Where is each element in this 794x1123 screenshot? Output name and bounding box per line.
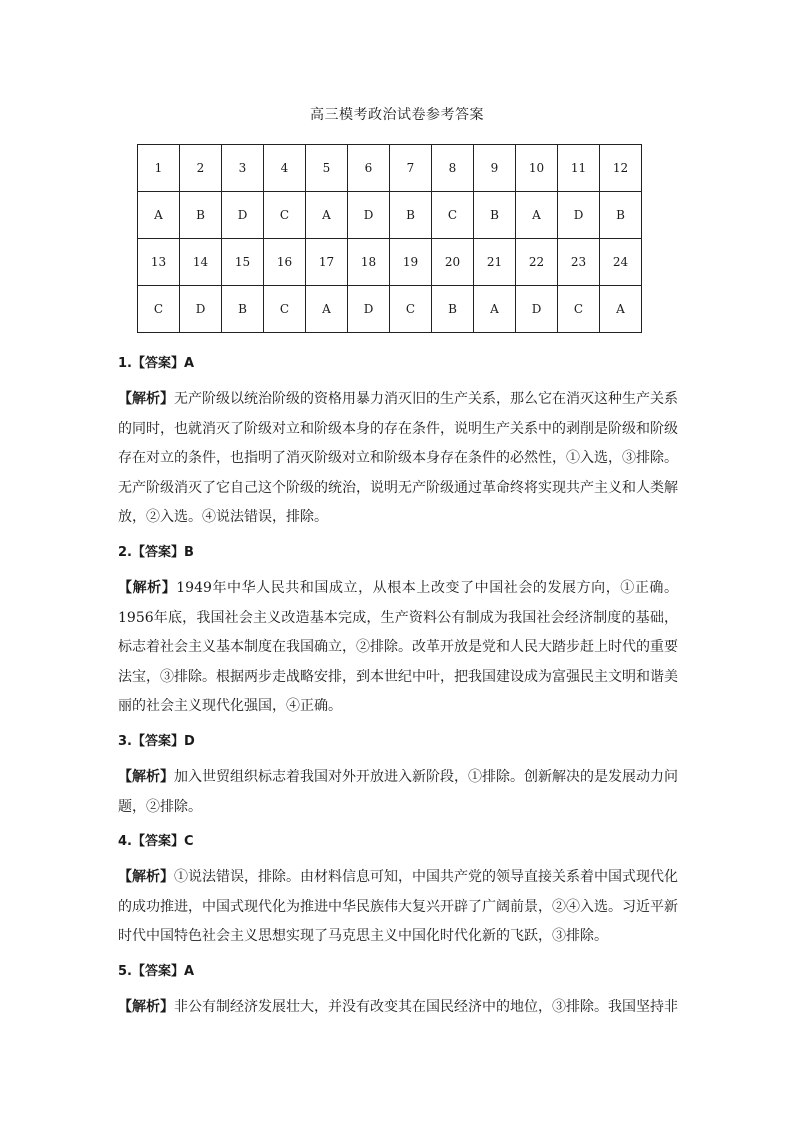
- answer-cell: B: [222, 286, 264, 333]
- analysis-text: ①说法错误，排除。由材料信息可知，中国共产党的领导直接关系着中国式现代化的成功推进，中国式现代化为推进中华民族伟大复兴开辟了广阔前景，②④入选。习近平新时代中国特色社会主义思想实现了马克思主义中国化时代化新的飞跃，③排除。: [118, 869, 678, 945]
- analysis-text: 非公有制经济发展壮大，并没有改变其在国民经济中的地位，③排除。我国坚持非: [174, 998, 678, 1015]
- answer-cell: C: [558, 286, 600, 333]
- answer-line: 4.【答案】C: [118, 834, 194, 850]
- analysis-label: 【解析】: [118, 998, 174, 1015]
- question-number-cell: 2: [180, 145, 222, 192]
- answer-cell: C: [264, 286, 306, 333]
- page-title: 高三模考政治试卷参考答案: [310, 107, 484, 123]
- answer-cell: C: [432, 192, 474, 239]
- question-number-cell: 14: [180, 239, 222, 286]
- answer-cell: D: [348, 286, 390, 333]
- answer-cell: C: [390, 286, 432, 333]
- question-number-row: [138, 145, 642, 192]
- question-number-cell: 12: [600, 145, 642, 192]
- analysis-label: 【解析】: [118, 869, 174, 886]
- question-number-cell: 10: [516, 145, 558, 192]
- analysis-paragraph: [118, 863, 678, 952]
- question-number-cell: 1: [138, 145, 180, 192]
- answer-explanations: [118, 352, 678, 1031]
- answer-cell: A: [474, 286, 516, 333]
- answer-cell: A: [600, 286, 642, 333]
- analysis-text: 加入世贸组织标志着我国对外开放进入新阶段，①排除。创新解决的是发展动力问题，②排除。: [118, 768, 678, 815]
- question-number-cell: 22: [516, 239, 558, 286]
- question-number-cell: 4: [264, 145, 306, 192]
- answer-cell: A: [306, 192, 348, 239]
- question-number-cell: 7: [390, 145, 432, 192]
- question-number-cell: 16: [264, 239, 306, 286]
- analysis-text: 1949年中华人民共和国成立，从根本上改变了中国社会的发展方向，①正确。1956年底，我国社会主义改造基本完成，生产资料公有制成为我国社会经济制度的基础，标志着社会主义基本制度在我国确立，②排除。改革开放是党和人民大踏步赶上时代的重要法宝，③排除。根据两步走战略安排，到本世纪中叶，把我国建设成为富强民主文明和谐美丽的社会主义现代化强国，④正确。: [118, 579, 678, 715]
- question-number-row: [138, 239, 642, 286]
- answer-cell: D: [180, 286, 222, 333]
- answer-cell: B: [432, 286, 474, 333]
- answer-cell: D: [516, 286, 558, 333]
- question-number-cell: 17: [306, 239, 348, 286]
- question-number-cell: 3: [222, 145, 264, 192]
- answer-letter-row: [138, 192, 642, 239]
- question-number-cell: 5: [306, 145, 348, 192]
- answer-letter-row: [138, 286, 642, 333]
- analysis-paragraph: [118, 993, 678, 1023]
- question-number-cell: 18: [348, 239, 390, 286]
- analysis-text: 无产阶级以统治阶级的资格用暴力消灭旧的生产关系，那么它在消灭这种生产关系的同时，也就消灭了阶级对立和阶级本身的存在条件，说明生产关系中的剥削是阶级和阶级存在对立的条件，也指明了消灭阶级对立和阶级本身存在条件的必然性，①入选，③排除。无产阶级消灭了它自己这个阶级的统治，说明无产阶级通过革命终将实现共产主义和人类解放，②入选。④说法错误，排除。: [118, 391, 678, 526]
- analysis-paragraph: [118, 385, 678, 533]
- question-number-cell: 6: [348, 145, 390, 192]
- question-number-cell: 8: [432, 145, 474, 192]
- answer-cell: A: [306, 286, 348, 333]
- answer-cell: B: [390, 192, 432, 239]
- question-number-cell: 19: [390, 239, 432, 286]
- answer-cell: A: [516, 192, 558, 239]
- analysis-label: 【解析】: [118, 768, 174, 785]
- analysis-paragraph: [118, 574, 678, 722]
- question-number-cell: 13: [138, 239, 180, 286]
- answer-cell: D: [558, 192, 600, 239]
- answer-cell: C: [264, 192, 306, 239]
- question-number-cell: 15: [222, 239, 264, 286]
- answer-cell: A: [138, 192, 180, 239]
- question-number-cell: 11: [558, 145, 600, 192]
- answer-line: 5.【答案】A: [118, 963, 195, 979]
- answer-cell: D: [222, 192, 264, 239]
- analysis-label: 【解析】: [118, 579, 177, 596]
- answer-cell: B: [600, 192, 642, 239]
- answer-cell: B: [474, 192, 516, 239]
- analysis-paragraph: [118, 763, 678, 822]
- analysis-label: 【解析】: [118, 391, 174, 407]
- answer-line: 3.【答案】D: [118, 733, 195, 749]
- question-number-cell: 24: [600, 239, 642, 286]
- question-number-cell: 21: [474, 239, 516, 286]
- answer-cell: D: [348, 192, 390, 239]
- answer-cell: C: [138, 286, 180, 333]
- answer-table: [137, 144, 642, 333]
- answer-line: 1.【答案】A: [118, 356, 195, 371]
- question-number-cell: 23: [558, 239, 600, 286]
- answer-line: 2.【答案】B: [118, 544, 194, 560]
- question-number-cell: 20: [432, 239, 474, 286]
- question-number-cell: 9: [474, 145, 516, 192]
- answer-cell: B: [180, 192, 222, 239]
